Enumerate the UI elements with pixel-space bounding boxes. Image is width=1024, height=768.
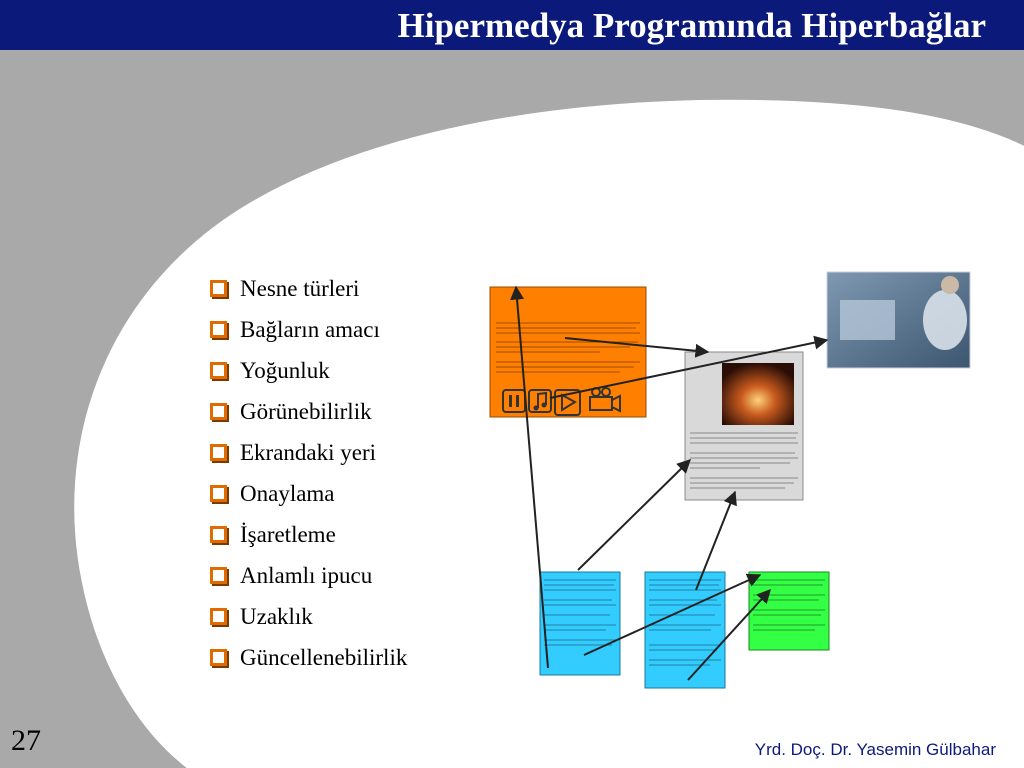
bullet-text: Bağların amacı: [240, 316, 380, 342]
people-photo: [827, 272, 970, 368]
author-footer: Yrd. Doç. Dr. Yasemin Gülbahar: [754, 740, 996, 759]
arrow-cyan1-to-gray: [578, 460, 690, 570]
bullet-text: Nesne türleri: [240, 275, 360, 301]
gray-page-card: [685, 352, 803, 500]
cyan-page-card-1: [540, 572, 620, 675]
slide-title: Hipermedya Programında Hiperbağlar: [397, 6, 986, 45]
bullet-text: Uzaklık: [240, 603, 313, 629]
green-page-card: [749, 572, 829, 650]
sunset-image: [722, 363, 794, 425]
bullet-text: Onaylama: [240, 480, 335, 506]
bullet-text: Anlamlı ipucu: [240, 562, 373, 588]
bullet-text: Yoğunluk: [240, 357, 330, 383]
page-number: 27: [11, 724, 41, 757]
bullet-text: Güncellenebilirlik: [240, 644, 408, 670]
bullet-text: Görünebilirlik: [240, 398, 372, 424]
orange-page-card: [490, 287, 646, 417]
cyan-page-card-2: [645, 572, 725, 688]
bullet-text: İşaretleme: [240, 521, 336, 547]
bullet-text: Ekrandaki yeri: [240, 439, 377, 465]
